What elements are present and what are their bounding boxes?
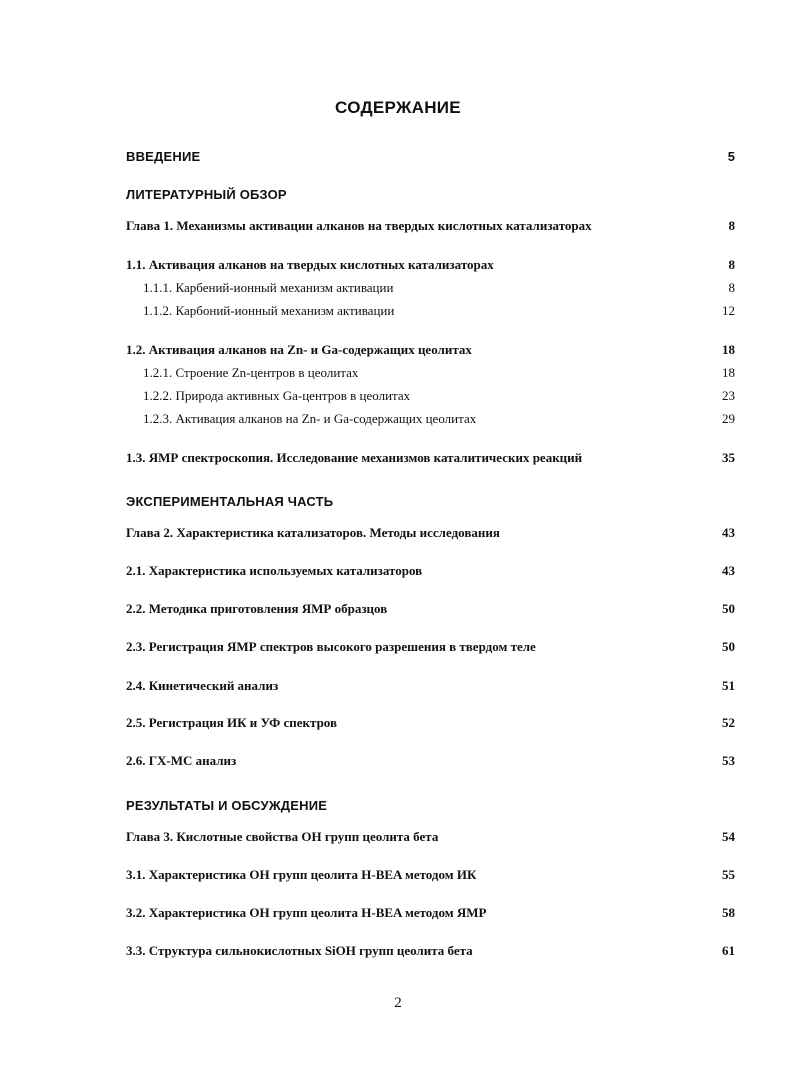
toc-entry-1-1-2 — [0, 301, 796, 321]
toc-page-number: 52 — [722, 715, 735, 730]
toc-page-number: 8 — [728, 280, 735, 295]
toc-entry-1-3 — [0, 448, 796, 468]
toc-entry-2-5 — [0, 713, 796, 733]
toc-section-introduction — [0, 147, 796, 167]
toc-page-number: 8 — [728, 257, 735, 272]
toc-entry-text: 3.1. Характеристика ОН групп цеолита H-BEA методом ИК — [126, 867, 477, 882]
toc-entry-text: 3.2. Характеристика ОН групп цеолита H-BEA методом ЯМР — [126, 905, 487, 920]
toc-entry-text: 1.2.3. Активация алканов на Zn- и Ga-содержащих цеолитах — [143, 411, 477, 426]
toc-entry-text: ЭКСПЕРИМЕНТАЛЬНАЯ ЧАСТЬ — [126, 494, 334, 509]
toc-entry-text: ВВЕДЕНИЕ — [126, 149, 201, 164]
toc-chapter-1 — [0, 216, 796, 236]
page-number: 2 — [394, 995, 402, 1011]
page-title: СОДЕРЖАНИЕ — [335, 98, 461, 117]
toc-entry-text: 1.2.2. Природа активных Ga-центров в цеолитах — [143, 388, 411, 403]
toc-page-number: 18 — [722, 342, 735, 357]
toc-page-number: 61 — [722, 943, 735, 958]
toc-entry-2-6 — [0, 751, 796, 771]
toc-page-number: 55 — [722, 867, 735, 882]
toc-page-number: 53 — [722, 753, 735, 768]
toc-page-number: 51 — [722, 678, 735, 693]
toc-entry-text: 1.1. Активация алканов на твердых кислотных катализаторах — [126, 257, 494, 272]
toc-page-number: 18 — [722, 365, 735, 380]
toc-page-number: 5 — [727, 149, 735, 164]
toc-page-number: 58 — [722, 905, 735, 920]
toc-entry-1-2 — [0, 340, 796, 360]
toc-entry-text: 2.3. Регистрация ЯМР спектров высокого разрешения в твердом теле — [126, 639, 536, 654]
toc-entry-text: Глава 1. Механизмы активации алканов на твердых кислотных катализаторах — [126, 218, 592, 233]
toc-section-results — [0, 796, 796, 816]
toc-page-number: 50 — [722, 601, 735, 616]
toc-entry-text: 1.1.1. Карбений-ионный механизм активации — [143, 280, 394, 295]
toc-entry-text: 2.5. Регистрация ИК и УФ спектров — [126, 715, 338, 730]
toc-page-number: 8 — [728, 218, 735, 233]
toc-entry-3-2 — [0, 903, 796, 923]
toc-chapter-2 — [0, 523, 796, 543]
toc-page-number: 54 — [722, 829, 735, 844]
toc-entry-text: 2.2. Методика приготовления ЯМР образцов — [126, 601, 388, 616]
toc-entry-text: 2.6. ГХ-МС анализ — [126, 753, 237, 768]
toc-page-number: 50 — [722, 639, 735, 654]
toc-chapter-3 — [0, 827, 796, 847]
toc-entry-1-2-3 — [0, 409, 796, 429]
toc-entry-text: ЛИТЕРАТУРНЫЙ ОБЗОР — [126, 187, 287, 202]
toc-entry-text: 1.2.1. Строение Zn-центров в цеолитах — [143, 365, 359, 380]
toc-page-number: 12 — [722, 303, 735, 318]
toc-entry-1-2-2 — [0, 386, 796, 406]
toc-entry-text: РЕЗУЛЬТАТЫ И ОБСУЖДЕНИЕ — [126, 798, 328, 813]
toc-entry-text: 2.1. Характеристика используемых катализаторов — [126, 563, 423, 578]
toc-section-literature-review — [0, 185, 796, 205]
toc-entry-3-1 — [0, 865, 796, 885]
toc-page-number: 43 — [722, 525, 735, 540]
toc-section-experimental — [0, 492, 796, 512]
toc-entry-1-1 — [0, 255, 796, 275]
toc-entry-2-2 — [0, 599, 796, 619]
toc-entry-2-4 — [0, 676, 796, 696]
toc-entry-text: 1.1.2. Карбоний-ионный механизм активации — [143, 303, 395, 318]
toc-page-number: 35 — [722, 450, 735, 465]
toc-entry-text: Глава 3. Кислотные свойства ОН групп цеолита бета — [126, 829, 439, 844]
toc-entry-2-3 — [0, 637, 796, 657]
toc-entry-text: 3.3. Структура сильнокислотных SiOH групп цеолита бета — [126, 943, 473, 958]
toc-entry-2-1 — [0, 561, 796, 581]
toc-page-number: 23 — [722, 388, 735, 403]
toc-entry-text: Глава 2. Характеристика катализаторов. Методы исследования — [126, 525, 500, 540]
toc-entry-1-1-1 — [0, 278, 796, 298]
toc-page-number: 29 — [722, 411, 735, 426]
toc-entry-text: 1.2. Активация алканов на Zn- и Ga-содержащих цеолитах — [126, 342, 472, 357]
toc-entry-3-3 — [0, 941, 796, 961]
toc-entry-text: 1.3. ЯМР спектроскопия. Исследование механизмов каталитических реакций — [126, 450, 583, 465]
toc-entry-text: 2.4. Кинетический анализ — [126, 678, 279, 693]
toc-entry-1-2-1 — [0, 363, 796, 383]
toc-page-number: 43 — [722, 563, 735, 578]
